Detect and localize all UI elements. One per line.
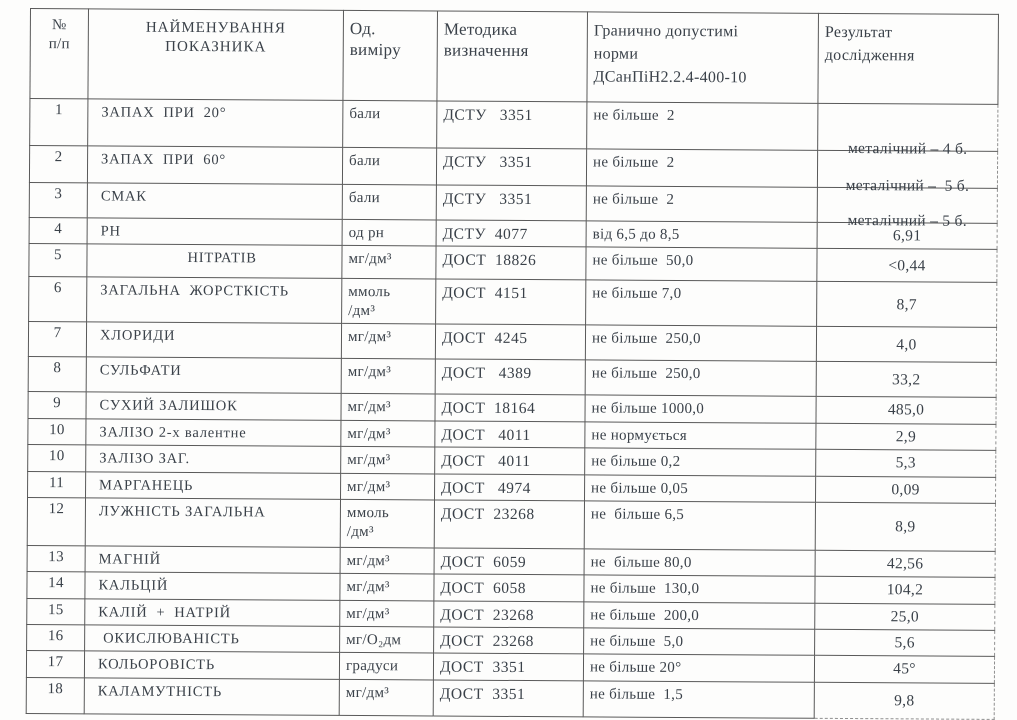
cell-norm-text: не більше 2 <box>592 191 675 208</box>
cell-unit <box>341 359 435 395</box>
cell-unit-text: мг/дм³ <box>346 552 390 570</box>
cell-num <box>27 497 85 545</box>
cell-num-text: 16 <box>47 628 64 645</box>
cell-num-text: 10 <box>48 448 65 465</box>
cell-method <box>434 601 584 628</box>
cell-result <box>815 502 995 551</box>
cell-norm <box>584 628 815 656</box>
cell-name-text: КАЛАМУТНІСТЬ <box>97 683 223 700</box>
cell-method-text: ДОСТ 4245 <box>441 329 528 348</box>
cell-name <box>84 678 339 716</box>
cell-result-text: 33,2 <box>892 370 921 389</box>
cell-norm <box>585 448 816 476</box>
cell-unit <box>340 547 434 574</box>
cell-method <box>435 473 585 500</box>
table-row <box>26 677 994 719</box>
cell-unit-text: мг/дм³ <box>347 478 391 495</box>
cell-unit-text: ммоль /дм³ <box>346 504 390 540</box>
cell-method <box>436 185 586 221</box>
cell-result <box>816 397 996 424</box>
cell-result <box>816 327 996 363</box>
cell-name <box>87 244 342 279</box>
table-row <box>29 277 997 328</box>
cell-name <box>86 445 341 473</box>
cell-result-text: 485,0 <box>887 401 925 419</box>
table-row <box>27 497 995 551</box>
cell-num-text: 8 <box>53 360 62 377</box>
cell-method-text: ДОСТ 23268 <box>440 632 534 651</box>
cell-num <box>27 624 85 651</box>
cell-method <box>434 548 584 575</box>
cell-unit <box>342 147 436 185</box>
cell-num <box>29 182 87 217</box>
cell-name <box>86 357 341 394</box>
cell-unit <box>341 420 435 447</box>
cell-result <box>815 550 995 577</box>
cell-num-text: 12 <box>48 500 65 518</box>
cell-num-text: 18 <box>47 680 64 697</box>
cell-norm-text: не більше 50,0 <box>592 252 694 270</box>
cell-result-text: 45° <box>893 660 916 678</box>
header-cell-method: Методика визначення <box>437 11 588 102</box>
cell-num-text: 6 <box>53 280 62 297</box>
cell-unit <box>342 279 436 325</box>
cell-result <box>814 682 994 719</box>
cell-norm <box>586 247 817 281</box>
cell-norm <box>586 221 817 249</box>
cell-name-text: ЗАЛІЗО 2-х валентне <box>99 424 247 442</box>
cell-name-text: КОЛЬОРОВІСТЬ <box>97 656 216 674</box>
cell-norm-text: не більше 1000,0 <box>591 400 705 418</box>
cell-result-text: 2,9 <box>895 428 917 446</box>
cell-result-text: 42,56 <box>886 555 924 573</box>
cell-unit <box>340 574 434 601</box>
cell-unit-text: градуси <box>345 658 399 675</box>
cell-method-text: ДОСТ 18164 <box>441 399 536 418</box>
cell-name <box>87 277 342 324</box>
cell-method-text: ДСТУ 3351 <box>443 153 533 172</box>
cell-name-text: КАЛЬЦІЙ <box>98 577 169 595</box>
cell-method-text: ДОСТ 4389 <box>441 364 532 383</box>
cell-unit <box>342 219 436 246</box>
cell-num <box>28 357 86 392</box>
cell-result-text: металічний – 4 б. <box>847 139 968 158</box>
cell-unit-text: бали <box>348 189 381 207</box>
cell-name <box>85 598 340 626</box>
table-header <box>30 9 999 105</box>
cell-method-text: ДОСТ 18826 <box>442 251 537 270</box>
cell-name-text: КАЛІЙ + НАТРІЙ <box>98 604 232 621</box>
cell-unit <box>340 626 434 653</box>
cell-result-text: 6,91 <box>892 227 922 245</box>
cell-num <box>28 392 86 419</box>
cell-norm <box>584 602 815 630</box>
cell-result-text: 4,0 <box>896 335 917 354</box>
cell-unit <box>339 653 433 680</box>
cell-norm-text: не більше 2 <box>593 107 675 124</box>
cell-name <box>87 146 342 185</box>
cell-method <box>436 279 586 325</box>
cell-num <box>29 146 87 183</box>
cell-name <box>86 471 341 499</box>
cell-result-text: 25,0 <box>890 607 920 626</box>
cell-name-text: ЗАПАХ ПРИ 60° <box>101 151 227 169</box>
cell-norm <box>585 395 816 423</box>
cell-result <box>816 362 996 398</box>
cell-name <box>87 183 342 220</box>
header-cell-norm: Гранично допустимі норми ДСанПіН2.2.4-400-10 <box>587 12 819 103</box>
cell-unit <box>341 473 435 500</box>
cell-unit-text: ммоль /дм³ <box>348 284 391 320</box>
cell-norm-text: не більше 2 <box>593 154 675 171</box>
cell-result-text: <0,44 <box>888 256 926 275</box>
cell-result-text: 0,09 <box>891 480 920 498</box>
cell-norm-text: не більше 250,0 <box>591 330 701 348</box>
cell-norm-text: не нормується <box>591 427 687 444</box>
cell-num-text: 13 <box>48 548 64 566</box>
cell-unit <box>341 394 435 421</box>
cell-unit <box>340 499 434 548</box>
cell-norm <box>586 186 817 222</box>
cell-num-text: 9 <box>53 395 62 412</box>
cell-norm <box>583 681 814 718</box>
cell-num <box>27 545 85 572</box>
cell-method-text: ДСТУ 4077 <box>442 225 528 244</box>
cell-norm-text: не більше 6,5 <box>590 506 685 523</box>
cell-result-text: металічний – 5 б. <box>845 176 970 195</box>
cell-norm-text: не більше 7,0 <box>592 285 682 303</box>
header-cell-result: Результат дослідження <box>818 13 999 104</box>
cell-num-text: 1 <box>54 102 63 119</box>
cell-unit <box>339 679 433 716</box>
cell-name <box>86 392 341 420</box>
cell-norm <box>585 360 816 396</box>
cell-norm-text: не більше 20° <box>589 659 682 677</box>
table-body <box>26 99 998 720</box>
cell-result-text: 5,6 <box>894 634 915 652</box>
cell-unit-text: мг/дм³ <box>347 452 391 469</box>
cell-num <box>26 677 84 713</box>
table-row <box>28 357 996 398</box>
cell-result <box>817 282 997 328</box>
cell-num <box>28 471 86 498</box>
cell-result-text: 9,8 <box>894 691 915 709</box>
cell-result-text: 5,3 <box>895 454 916 472</box>
cell-norm-text: не більше 5,0 <box>590 633 684 651</box>
cell-unit <box>343 100 437 148</box>
cell-method-text: ДОСТ 3351 <box>439 658 526 677</box>
cell-num-text: 14 <box>48 575 64 592</box>
cell-result-text: 8,9 <box>895 517 916 536</box>
cell-unit-text: мг/дм³ <box>346 605 390 622</box>
cell-unit-text: мг/дм³ <box>345 684 390 701</box>
cell-name-text: МАРГАНЕЦЬ <box>99 476 194 494</box>
cell-num <box>29 277 87 322</box>
cell-result <box>814 656 994 683</box>
cell-num-text: 5 <box>54 247 62 264</box>
cell-norm-text: не більше 0,05 <box>591 479 689 497</box>
cell-num-text: 11 <box>49 474 65 491</box>
cell-unit-text: бали <box>349 105 381 123</box>
cell-num-text: 4 <box>54 221 63 238</box>
cell-num <box>29 244 87 277</box>
cell-name-text: ЗАПАХ ПРИ 20° <box>101 104 227 122</box>
cell-method <box>437 101 587 149</box>
cell-name <box>86 322 341 359</box>
cell-unit-text: мг/дм³ <box>347 399 391 416</box>
cell-num-text: 3 <box>54 186 63 203</box>
cell-norm <box>586 280 817 326</box>
cell-method <box>434 574 584 601</box>
cell-unit-text: бали <box>349 152 381 170</box>
cell-result <box>817 249 997 283</box>
cell-norm-text: не більше 80,0 <box>590 554 692 571</box>
cell-method <box>434 500 584 549</box>
cell-result <box>815 476 995 503</box>
header-cell-number: № п/п <box>30 9 89 99</box>
cell-method-text: ДОСТ 6058 <box>440 579 527 598</box>
cell-num <box>28 322 86 357</box>
cell-norm-text: не більше 0,2 <box>591 453 681 471</box>
cell-name-text: СУЛЬФАТИ <box>99 362 182 380</box>
scanned-document-sheet <box>26 8 999 720</box>
cell-method <box>436 220 586 247</box>
cell-norm-text: не більше 1,5 <box>589 686 684 703</box>
cell-name-text: ХЛОРИДИ <box>99 327 176 345</box>
cell-method-text: ДОСТ 4974 <box>441 479 532 497</box>
cell-name <box>84 651 339 679</box>
cell-result <box>818 103 998 158</box>
cell-num <box>26 651 84 678</box>
cell-norm <box>584 549 815 577</box>
cell-method-text: ДОСТ 4011 <box>441 452 531 471</box>
cell-norm-text: не більше 130,0 <box>590 580 700 598</box>
cell-num <box>28 418 86 445</box>
cell-unit-text: мг/дм³ <box>348 251 392 268</box>
cell-method <box>435 447 585 474</box>
cell-method-text: ДОСТ 23268 <box>440 606 535 624</box>
table-row <box>30 99 998 152</box>
cell-num <box>27 572 85 599</box>
cell-norm-text: не більше 200,0 <box>590 607 700 624</box>
cell-method <box>436 148 586 186</box>
cell-unit <box>341 447 435 474</box>
cell-result-text: 8,7 <box>896 295 917 314</box>
table-row <box>28 322 996 363</box>
cell-norm-text: не більше 250,0 <box>591 365 701 383</box>
cell-num <box>28 445 86 472</box>
cell-result-text: металічний – 5 б. <box>847 211 967 230</box>
cell-method-text: ДСТУ 3351 <box>442 190 533 209</box>
cell-result-text: 104,2 <box>886 581 924 599</box>
cell-norm-text: від 6,5 до 8,5 <box>592 226 680 243</box>
cell-method <box>435 324 585 360</box>
cell-result <box>816 423 996 450</box>
cell-method-text: ДОСТ 4011 <box>441 426 531 444</box>
cell-name-text: НІТРАТІВ <box>187 250 257 267</box>
cell-result <box>815 629 995 656</box>
cell-num <box>27 598 85 625</box>
cell-norm <box>585 422 816 450</box>
cell-norm <box>585 474 816 502</box>
cell-unit-text: мг/дм³ <box>347 329 392 346</box>
header-row <box>30 9 999 105</box>
cell-num-text: 7 <box>53 325 62 342</box>
cell-num-text: 2 <box>54 149 63 166</box>
cell-method <box>433 680 583 717</box>
cell-method <box>436 246 586 280</box>
cell-name-text: РН <box>100 223 121 240</box>
cell-unit <box>342 246 436 280</box>
cell-method <box>433 653 583 680</box>
cell-num-text: 17 <box>47 654 64 671</box>
cell-method-text: ДОСТ 23268 <box>440 505 535 523</box>
cell-name <box>88 99 343 148</box>
cell-method-text: ДОСТ 6059 <box>440 553 527 571</box>
header-cell-unit: Од. виміру <box>343 10 438 101</box>
cell-unit-text: мг/дм³ <box>346 579 390 596</box>
cell-num-text: 10 <box>49 421 65 438</box>
cell-name-text: МАГНІЙ <box>98 551 162 568</box>
cell-num-text: 15 <box>47 601 64 618</box>
cell-name <box>85 625 340 653</box>
cell-method-text: ДСТУ 3351 <box>443 106 533 125</box>
cell-name <box>86 419 341 447</box>
water-quality-results-table <box>26 8 999 720</box>
cell-name <box>85 572 340 600</box>
cell-unit-text: мг/дм³ <box>347 364 392 381</box>
cell-name <box>85 546 340 574</box>
cell-name <box>87 218 342 246</box>
cell-method <box>435 394 585 421</box>
cell-norm <box>586 149 817 187</box>
cell-unit <box>340 600 434 627</box>
cell-result <box>816 449 996 476</box>
cell-name-text: СМАК <box>100 188 147 205</box>
cell-norm <box>585 325 816 361</box>
cell-unit <box>342 184 436 220</box>
cell-name-text: ЛУЖНІСТЬ ЗАГАЛЬНА <box>98 503 266 521</box>
header-cell-parameter: НАЙМЕНУВАННЯ ПОКАЗНИКА <box>88 9 344 101</box>
cell-unit-text: мг/дм³ <box>347 425 391 442</box>
cell-unit <box>341 324 435 360</box>
cell-result <box>815 577 995 604</box>
cell-method-text: ДОСТ 3351 <box>439 685 526 703</box>
cell-name-text: СУХИЙ ЗАЛИШОК <box>99 397 238 415</box>
cell-norm <box>584 575 815 603</box>
cell-unit-text: мг/О₂дм <box>346 631 402 649</box>
cell-result <box>815 603 995 630</box>
cell-name <box>85 498 340 548</box>
cell-norm <box>584 501 815 550</box>
cell-method <box>435 421 585 448</box>
cell-norm <box>583 654 814 682</box>
cell-norm <box>587 102 818 150</box>
cell-method <box>435 359 585 395</box>
cell-name-text: ЗАГАЛЬНА ЖОРСТКІСТЬ <box>100 282 289 300</box>
cell-method <box>434 627 584 654</box>
cell-method-text: ДОСТ 4151 <box>442 284 528 303</box>
cell-unit-text: од рн <box>348 224 385 242</box>
cell-num <box>30 99 88 146</box>
cell-num <box>29 217 87 244</box>
cell-name-text: ОКИСЛЮВАНІСТЬ <box>103 630 240 648</box>
cell-name-text: ЗАЛІЗО ЗАГ. <box>99 450 190 468</box>
